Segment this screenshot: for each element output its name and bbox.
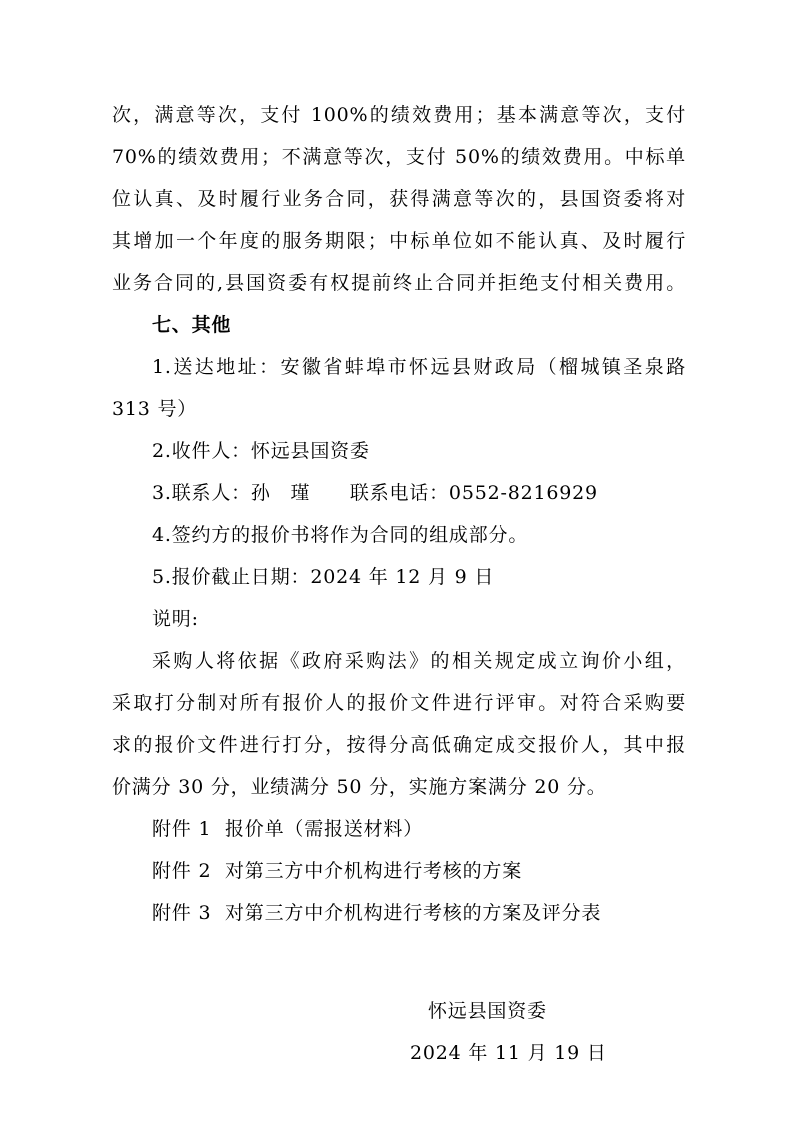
signature-org: 怀远县国资委 (428, 1000, 547, 1022)
attachment-1: 附件 1 报价单（需报送材料） (152, 818, 424, 840)
item-address-cont: 313 号） (112, 398, 198, 420)
attachment-3: 附件 3 对第三方中介机构进行考核的方案及评分表 (152, 902, 602, 924)
attachment-2: 附件 2 对第三方中介机构进行考核的方案 (152, 860, 523, 882)
paragraph-line: 70%的绩效费用；不满意等次，支付 50%的绩效费用。中标单 (112, 146, 686, 168)
item-deadline: 5.报价截止日期：2024 年 12 月 9 日 (152, 566, 495, 588)
note-line: 采取打分制对所有报价人的报价文件进行评审。对符合采购要 (112, 692, 686, 714)
note-line: 价满分 30 分，业绩满分 50 分，实施方案满分 20 分。 (112, 776, 607, 798)
item-recipient: 2.收件人：怀远县国资委 (152, 440, 370, 462)
item-address: 1.送达地址：安徽省蚌埠市怀远县财政局（榴城镇圣泉路 (152, 356, 686, 378)
item-contract: 4.签约方的报价书将作为合同的组成部分。 (152, 524, 529, 546)
note-line: 采购人将依据《政府采购法》的相关规定成立询价小组， (152, 650, 686, 672)
signature-date: 2024 年 11 月 19 日 (410, 1042, 607, 1064)
note-label: 说明: (152, 608, 199, 630)
section-heading: 七、其他 (152, 314, 232, 336)
item-contact: 3.联系人：孙 瑾 联系电话：0552-8216929 (152, 482, 598, 504)
paragraph-line: 位认真、及时履行业务合同，获得满意等次的，县国资委将对 (112, 188, 686, 210)
paragraph-line: 业务合同的,县国资委有权提前终止合同并拒绝支付相关费用。 (112, 272, 686, 294)
paragraph-line: 其增加一个年度的服务期限；中标单位如不能认真、及时履行 (112, 230, 686, 252)
note-line: 求的报价文件进行打分，按得分高低确定成交报价人，其中报 (112, 734, 686, 756)
paragraph-line: 次，满意等次，支付 100%的绩效费用；基本满意等次，支付 (112, 104, 686, 126)
